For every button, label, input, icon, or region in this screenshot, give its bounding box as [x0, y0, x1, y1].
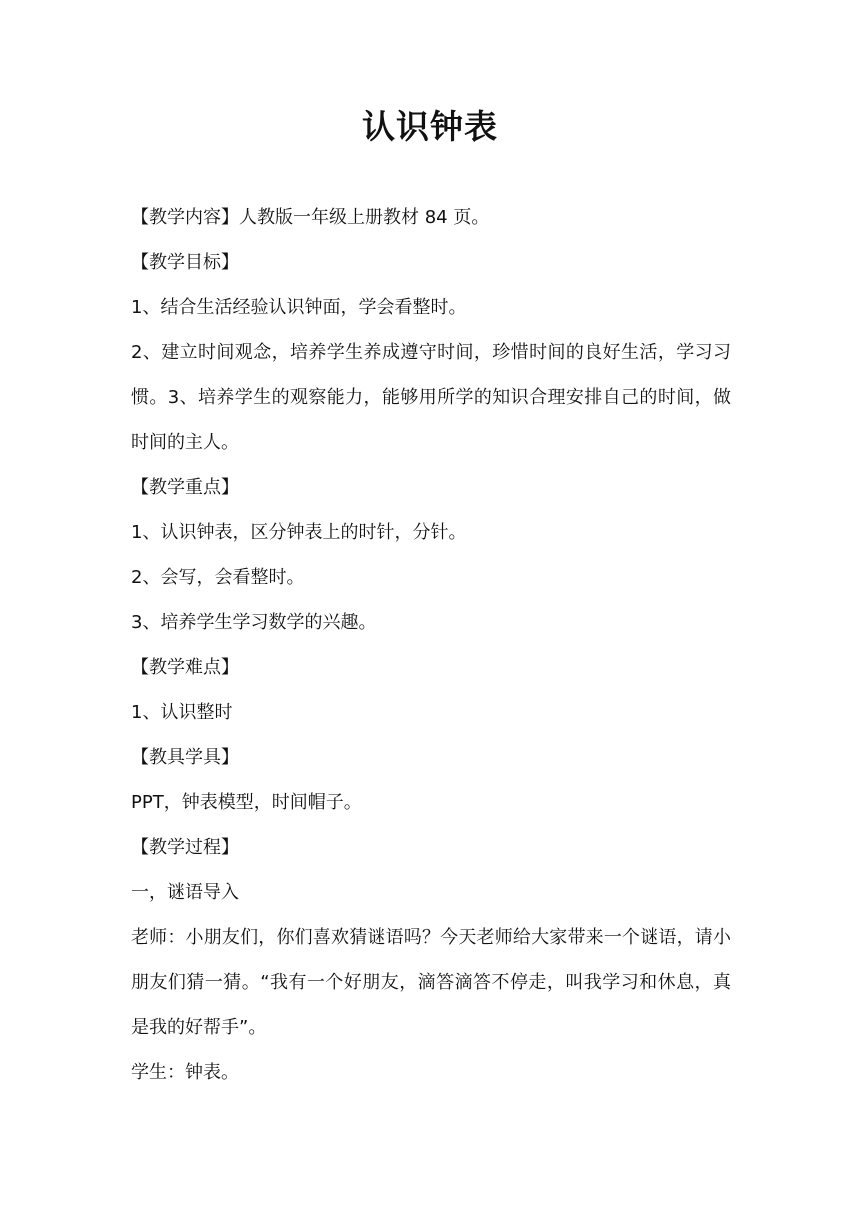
section-heading-difficulty: 【教学难点】	[131, 657, 239, 678]
section-heading-teaching-process: 【教学过程】	[131, 837, 239, 858]
section-heading-key-points: 【教学重点】	[131, 477, 239, 498]
key-point-3: 3、培养学生学习数学的兴趣。	[131, 612, 377, 633]
difficulty-item-1: 1、认识整时	[131, 702, 233, 723]
section-heading-teaching-content: 【教学内容】人教版一年级上册教材 84 页。	[131, 207, 490, 228]
student-dialogue: 学生：钟表。	[131, 1062, 239, 1083]
teacher-dialogue: 老师：小朋友们，你们喜欢猜谜语吗？今天老师给大家带来一个谜语，请小朋友们猜一猜。“我有一个好朋友，滴答滴答不停走，叫我学习和休息，真是我的好帮手”。	[131, 927, 731, 1038]
document-body	[131, 195, 731, 1095]
key-point-2: 2、会写，会看整时。	[131, 567, 305, 588]
process-step-1: 一，谜语导入	[131, 882, 239, 903]
section-heading-teaching-goals: 【教学目标】	[131, 252, 239, 273]
goal-items-2-3: 2、建立时间观念，培养学生养成遵守时间，珍惜时间的良好生活，学习习惯。3、培养学生的观察能力，能够用所学的知识合理安排自己的时间，做时间的主人。	[131, 342, 731, 453]
document-title: 认识钟表	[362, 107, 498, 146]
goal-item-1: 1、结合生活经验认识钟面，学会看整时。	[131, 297, 467, 318]
section-heading-teaching-tools: 【教具学具】	[131, 747, 239, 768]
teaching-tools-text: PPT，钟表模型，时间帽子。	[131, 792, 362, 813]
key-point-1: 1、认识钟表，区分钟表上的时针，分针。	[131, 522, 467, 543]
